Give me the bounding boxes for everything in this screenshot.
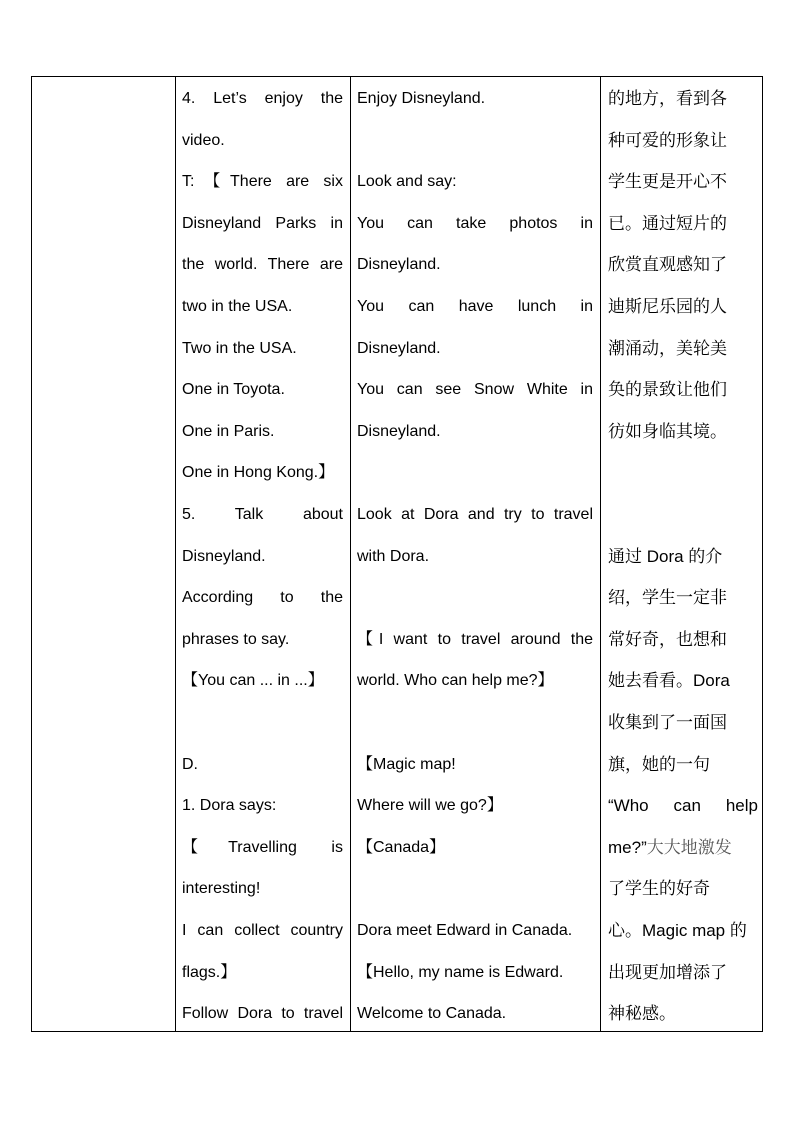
table-line: 1. Dora says: (182, 797, 277, 815)
table-line: 已。通过短片的 (608, 213, 727, 233)
table-line: 心。Magic map 的 (608, 921, 747, 940)
table-line: me?”大大地激发 (608, 837, 732, 857)
table-line: Look at Dora and try to travel (357, 506, 593, 523)
column-divider (350, 77, 351, 1031)
table-line: 4. Let’s enjoy the (182, 90, 343, 107)
lesson-plan-table (31, 76, 763, 1032)
table-line: 【I want to travel around the (357, 630, 593, 648)
table-line: 旗，她的一句 (608, 754, 710, 774)
table-line: 了学生的好奇 (608, 879, 710, 899)
table-line: 学生更是开心不 (608, 172, 727, 192)
table-line: video. (182, 131, 225, 149)
table-line: Disneyland Parks in (182, 214, 343, 232)
table-line: 奂的景致让他们 (608, 380, 727, 400)
table-line: Follow Dora to travel (182, 1005, 343, 1023)
column-divider (600, 77, 601, 1031)
table-line: interesting! (182, 880, 261, 898)
table-line: One in Hong Kong.】 (182, 464, 335, 482)
table-line: According to the (182, 589, 343, 607)
table-line: 迪斯尼乐园的人 (608, 297, 727, 316)
design-intent-column (608, 77, 758, 1031)
table-line: Disneyland. (182, 547, 266, 565)
highlighted-phrase: 大大地激发 (646, 837, 732, 857)
table-line: 绍，学生一定非 (608, 588, 727, 608)
table-line: 神秘感。 (608, 1004, 676, 1024)
table-line: Where will we go?】 (357, 797, 503, 815)
table-line: You can see Snow White in (357, 381, 593, 399)
table-line: 出现更加增添了 (608, 962, 727, 982)
table-line: 5. Talk about (182, 506, 343, 523)
table-line: Disneyland. (357, 256, 441, 274)
table-line: 常好奇，也想和 (608, 629, 727, 649)
table-line: 欣赏直观感知了 (608, 255, 727, 275)
table-line: D. (182, 755, 198, 773)
table-line: You can take photos in (357, 214, 593, 232)
table-line: flags.】 (182, 963, 237, 981)
table-line: Enjoy Disneyland. (357, 90, 486, 107)
column-divider (175, 77, 176, 1031)
table-line: “Who can help (608, 796, 758, 816)
table-line: phrases to say. (182, 630, 290, 648)
table-line: 【Travelling is (182, 838, 343, 856)
stage-column (32, 77, 175, 1031)
table-line: 通过 Dora 的介 (608, 546, 723, 566)
table-line: 收集到了一面国 (608, 713, 727, 732)
table-line: Two in the USA. (182, 339, 297, 357)
table-line: 【Magic map! (357, 755, 456, 773)
student-activity-column (357, 77, 593, 1031)
table-line: 潮涌动，美轮美 (608, 338, 727, 358)
table-line: I can collect country (182, 922, 343, 939)
table-line: 的地方，看到各 (608, 89, 727, 108)
table-line: world. Who can help me?】 (357, 672, 554, 690)
table-line: Disneyland. (357, 422, 441, 440)
table-line: 【Canada】 (357, 838, 446, 856)
table-line: 她去看看。Dora (608, 671, 730, 691)
teacher-activity-column (182, 77, 343, 1031)
table-line: Look and say: (357, 173, 457, 191)
table-line: You can have lunch in (357, 298, 593, 315)
table-line: One in Toyota. (182, 381, 285, 399)
table-line: 【Hello, my name is Edward. (357, 963, 564, 981)
table-line: two in the USA. (182, 298, 293, 315)
table-line: Dora meet Edward in Canada. (357, 922, 573, 939)
table-line: the world. There are (182, 256, 343, 274)
table-line: 【You can ... in ...】 (182, 672, 324, 690)
table-line: Disneyland. (357, 339, 441, 357)
table-line: Welcome to Canada. (357, 1005, 507, 1023)
table-line: T:【There are six (182, 173, 343, 191)
table-line: with Dora. (357, 547, 430, 565)
table-line: 彷如身临其境。 (608, 421, 727, 441)
table-line: One in Paris. (182, 422, 275, 440)
table-line: 种可爱的形象让 (608, 130, 727, 150)
